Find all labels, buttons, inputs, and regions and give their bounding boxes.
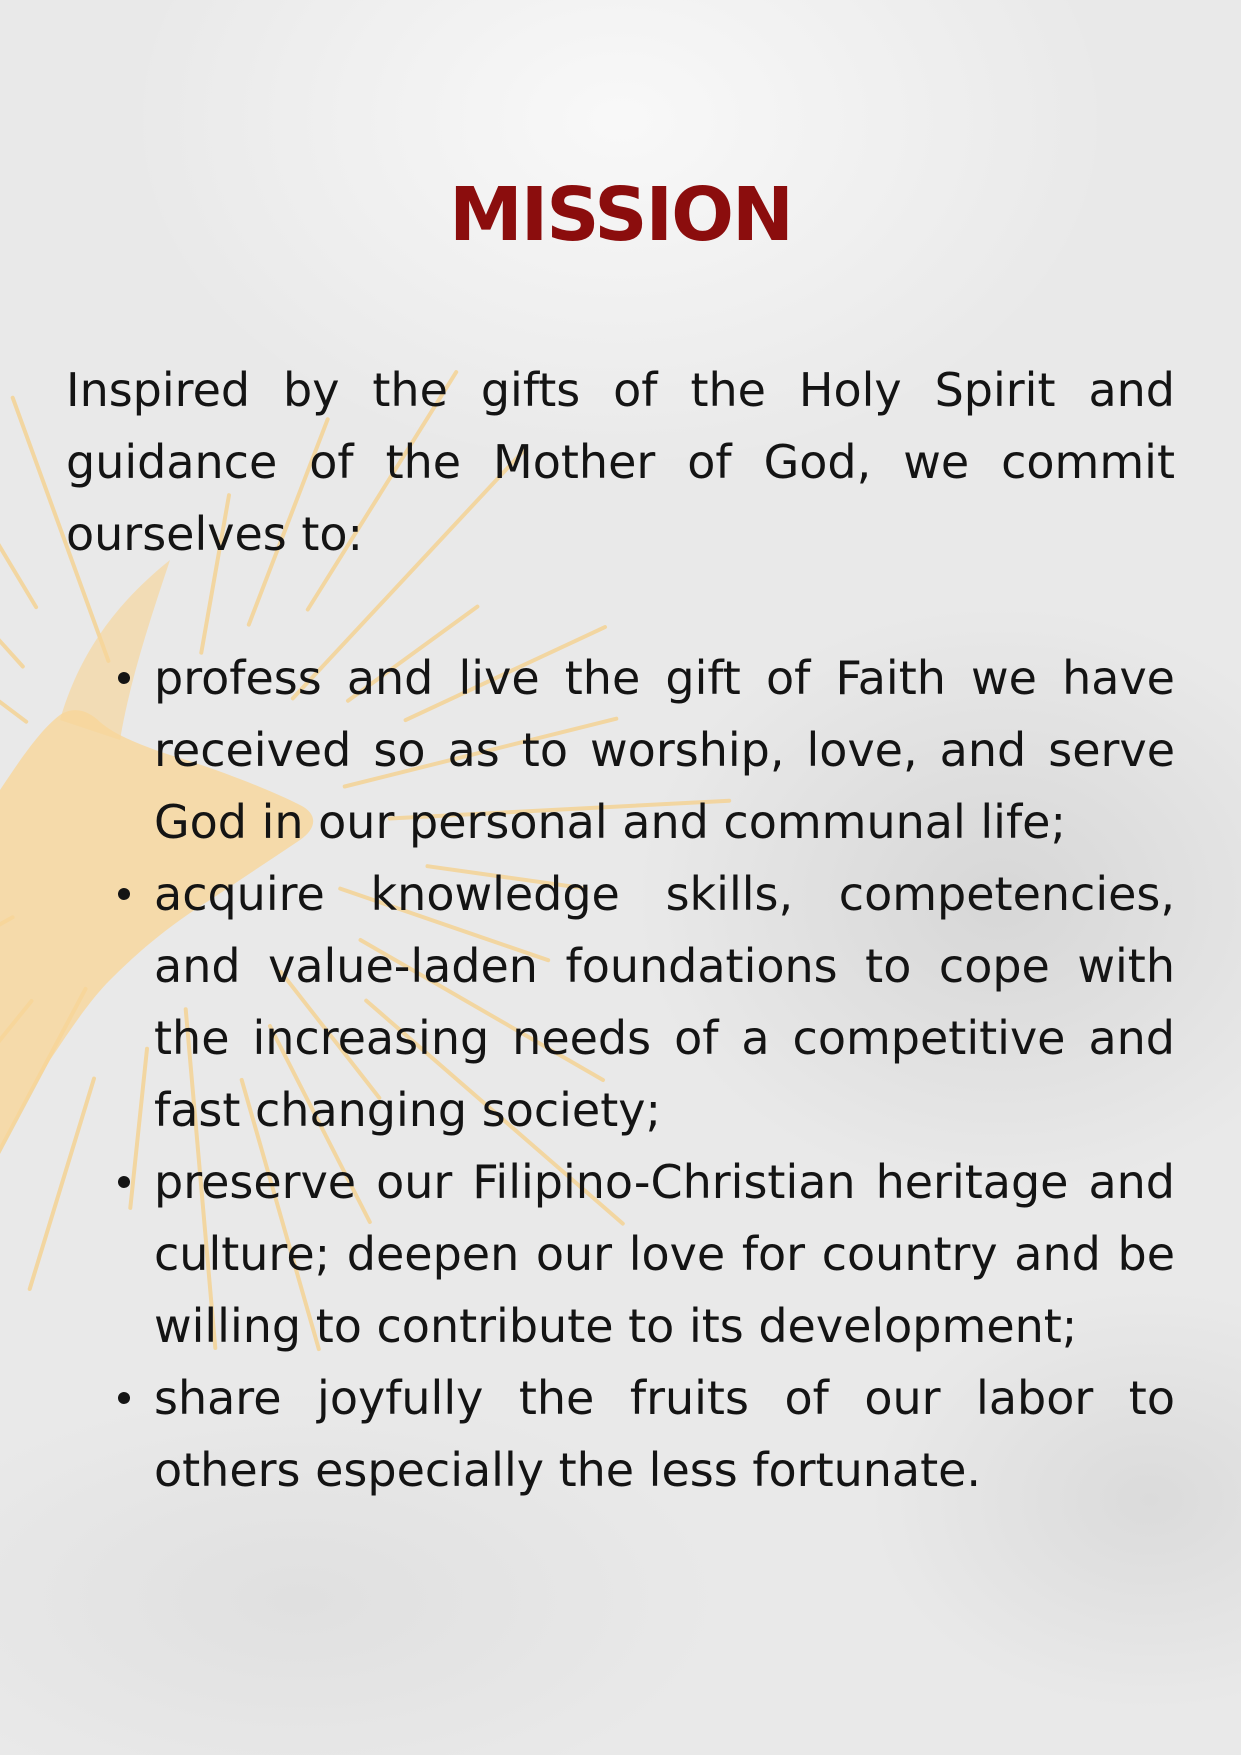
list-item: preserve our Filipino-Christian heritage and culture; deepen our love for country and be willing to contribute to its development; — [154, 1146, 1175, 1362]
list-item: share joyfully the fruits of our labor to others especially the less fortunate. — [154, 1362, 1175, 1506]
list-item: acquire knowledge skills, competencies, and value-laden foundations to cope with the increasing needs of a competitive and fast changing society; — [154, 858, 1175, 1146]
list-item: profess and live the gift of Faith we have received so as to worship, love, and serve God in our personal and communal life; — [154, 642, 1175, 858]
ray-line — [130, 1049, 147, 1208]
mission-list — [154, 642, 1175, 1506]
ray-line — [30, 1079, 94, 1289]
page-title: MISSION — [449, 172, 792, 258]
ray-line — [0, 517, 26, 722]
intro-paragraph: Inspired by the gifts of the Holy Spirit and guidance of the Mother of God, we commit ourselves to: — [66, 363, 1175, 561]
